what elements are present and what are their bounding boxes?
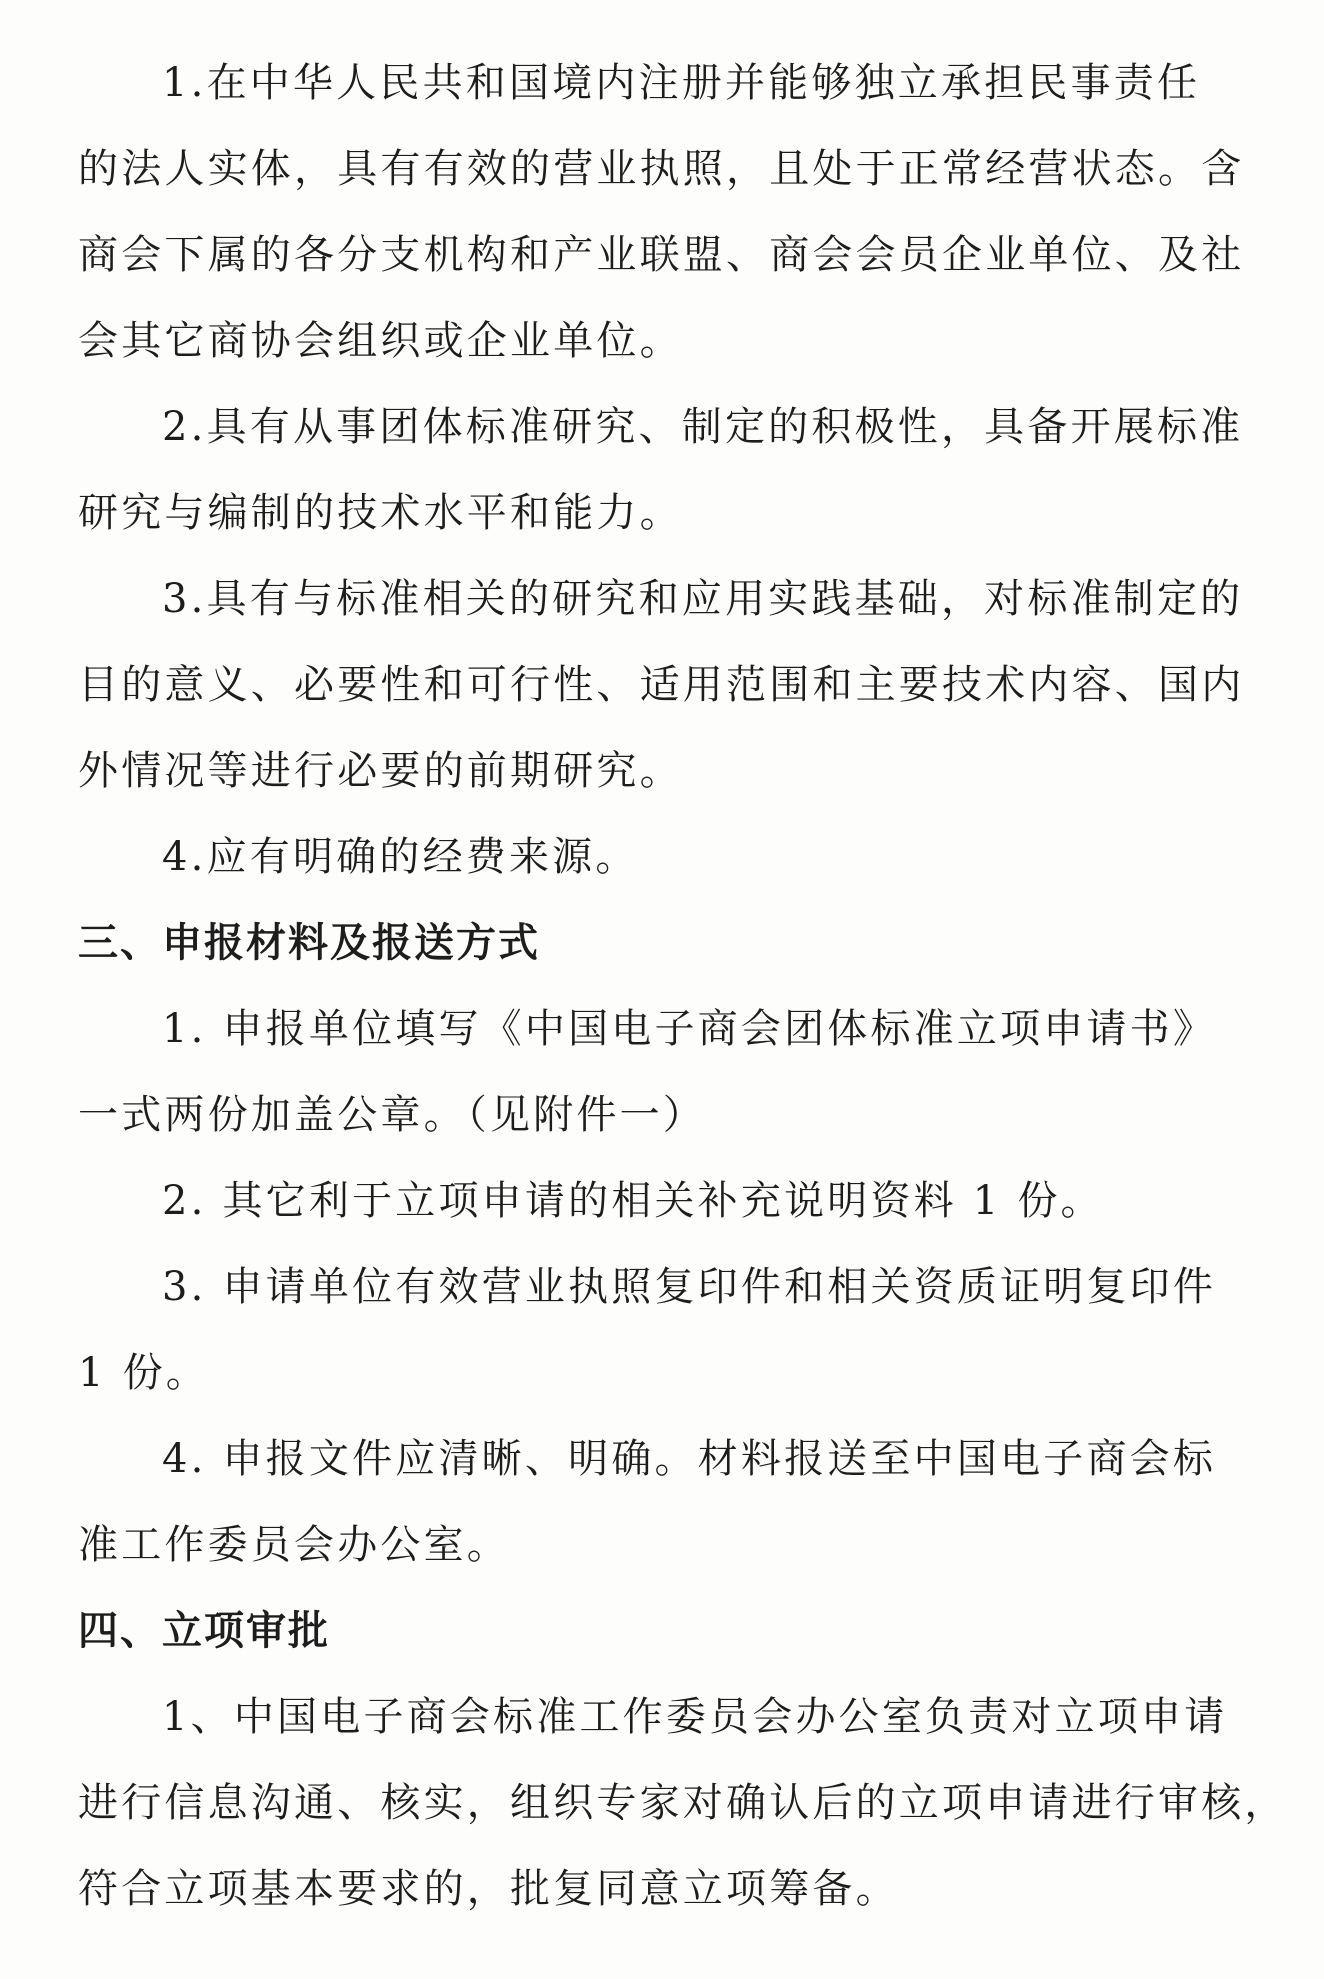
text-line: 的法人实体，具有有效的营业执照，且处于正常经营状态。含 (78, 146, 1245, 192)
paragraph-requirement-4 (78, 814, 1238, 900)
text-line: 2. 其它利于立项申请的相关补充说明资料 1 份。 (162, 1178, 1104, 1224)
heading-text: 三、申报材料及报送方式 (78, 920, 540, 966)
text-line: 一式两份加盖公章。（见附件一） (78, 1092, 706, 1138)
text-line: 3.具有与标准相关的研究和应用实践基础，对标准制定的 (162, 576, 1244, 622)
section-heading-4 (78, 1588, 1238, 1674)
section-heading-3 (78, 900, 1238, 986)
text-line: 1.在中华人民共和国境内注册并能够独立承担民事责任 (162, 60, 1201, 106)
text-line: 1. 申报单位填写《中国电子商会团体标准立项申请书》 (162, 1006, 1217, 1052)
paragraph-requirement-2 (78, 384, 1244, 556)
paragraph-material-3 (78, 1244, 1238, 1416)
heading-text: 四、立项审批 (78, 1608, 330, 1654)
text-line: 4. 申报文件应清晰、明确。材料报送至中国电子商会标 (162, 1436, 1217, 1482)
text-line: 4.应有明确的经费来源。 (162, 834, 639, 880)
document-body (78, 40, 1288, 1932)
paragraph-requirement-1 (78, 40, 1245, 384)
paragraph-approval-1 (78, 1674, 1288, 1932)
paragraph-material-2 (78, 1158, 1238, 1244)
text-line: 符合立项基本要求的，批复同意立项筹备。 (78, 1866, 899, 1912)
text-line: 3. 申请单位有效营业执照复印件和相关资质证明复印件 (162, 1264, 1217, 1310)
paragraph-material-4 (78, 1416, 1238, 1588)
text-line: 2.具有从事团体标准研究、制定的积极性，具备开展标准 (162, 404, 1244, 450)
paragraph-material-1 (78, 986, 1238, 1158)
text-line: 准工作委员会办公室。 (78, 1522, 510, 1568)
paragraph-requirement-3 (78, 556, 1245, 814)
text-line: 商会下属的各分支机构和产业联盟、商会会员企业单位、及社 (78, 232, 1245, 278)
text-line: 1、中国电子商会标准工作委员会办公室负责对立项申请 (162, 1694, 1228, 1740)
text-line: 外情况等进行必要的前期研究。 (78, 748, 683, 794)
text-line: 1 份。 (78, 1350, 209, 1396)
text-line: 进行信息沟通、核实，组织专家对确认后的立项申请进行审核， (78, 1780, 1288, 1826)
text-line: 会其它商协会组织或企业单位。 (78, 318, 683, 364)
text-line: 目的意义、必要性和可行性、适用范围和主要技术内容、国内 (78, 662, 1245, 708)
text-line: 研究与编制的技术水平和能力。 (78, 490, 683, 536)
